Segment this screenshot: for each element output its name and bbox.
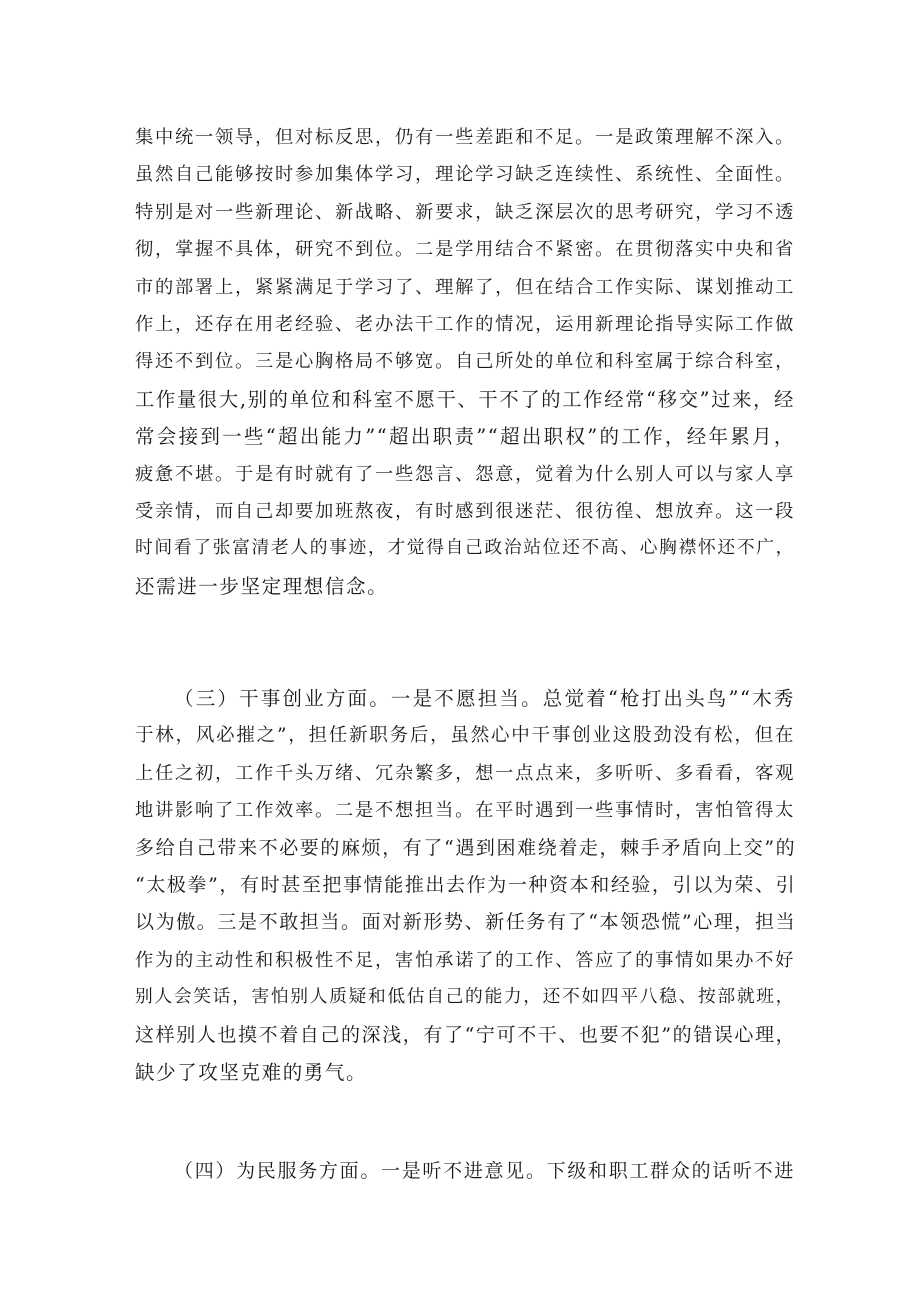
paragraph-self-reflection (135, 119, 795, 605)
text-line: 别人会笑话，害怕别人质疑和低估自己的能力，还不如四平八稳、按部就班， (135, 987, 795, 1008)
text-line: 还需进一步坚定理想信念。 (135, 574, 389, 598)
text-line: 于林，风必摧之”，担任新职务后，虽然心中干事创业这股劲没有松，但在 (135, 725, 795, 747)
text-line: 这样别人也摸不着自己的深浅，有了“宁可不干、也要不犯”的错误心理， (135, 1023, 797, 1046)
section-heading-line: （三）干事创业方面。一是不愿担当。总觉着“枪打出头鸟”“木秀 (174, 687, 795, 710)
section-heading-line: （四）为民服务方面。一是听不进意见。下级和职工群众的话听不进 (174, 1160, 795, 1182)
text-line: 市的部署上，紧紧满足于学习了、理解了，但在结合工作实际、谋划推动工 (135, 276, 795, 298)
text-line: 常会接到一些“超出能力”“超出职责”“超出职权”的工作，经年累月， (135, 425, 795, 449)
text-line: 疲惫不堪。于是有时就有了一些怨言、怨意，觉着为什么别人可以与家人享 (135, 463, 795, 485)
text-line: 以为傲。三是不敢担当。面对新形势、新任务有了“本领恐慌”心理，担当 (135, 911, 797, 934)
text-line: 缺少了攻坚克难的勇气。 (135, 1060, 368, 1084)
text-line: 虽然自己能够按时参加集体学习，理论学习缺乏连续性、系统性、全面性。 (135, 164, 795, 186)
text-line: 地讲影响了工作效率。二是不想担当。在平时遇到一些事情时，害怕管得太 (135, 800, 795, 822)
text-line: 时间看了张富清老人的事迹，才觉得自己政治站位还不高、心胸襟怀还不广， (135, 538, 795, 559)
paragraph-section-four (135, 1153, 795, 1190)
paragraph-section-three (135, 680, 795, 1091)
text-line: 作上，还存在用老经验、老办法干工作的情况，运用新理论指导实际工作做 (135, 313, 795, 335)
text-line: 得还不到位。三是心胸格局不够宽。自己所处的单位和科室属于综合科室， (135, 351, 795, 373)
text-line: 工作量很大,别的单位和科室不愿干、干不了的工作经常“移交”过来，经 (135, 387, 795, 411)
text-line: 上任之初，工作千头万绪、冗杂繁多，想一点点来，多听听、多看看，客观 (135, 762, 795, 784)
text-line: 集中统一领导，但对标反思，仍有一些差距和不足。一是政策理解不深入。 (135, 127, 795, 148)
text-line: 受亲情，而自己却要加班熬夜，有时感到很迷茫、很彷徨、想放弃。这一段 (135, 500, 795, 522)
text-line: “太极拳”，有时甚至把事情能推出去作为一种资本和经验，引以为荣、引 (135, 873, 797, 896)
text-line: 特别是对一些新理论、新战略、新要求，缺乏深层次的思考研究，学习不透 (135, 201, 795, 223)
text-line: 作为的主动性和积极性不足，害怕承诺了的工作、答应了的事情如果办不好 (135, 949, 795, 971)
text-line: 彻，掌握不具体，研究不到位。二是学用结合不紧密。在贯彻落实中央和省 (135, 239, 795, 261)
text-line: 多给自己带来不必要的麻烦，有了“遇到困难绕着走，棘手矛盾向上交”的 (135, 836, 797, 859)
